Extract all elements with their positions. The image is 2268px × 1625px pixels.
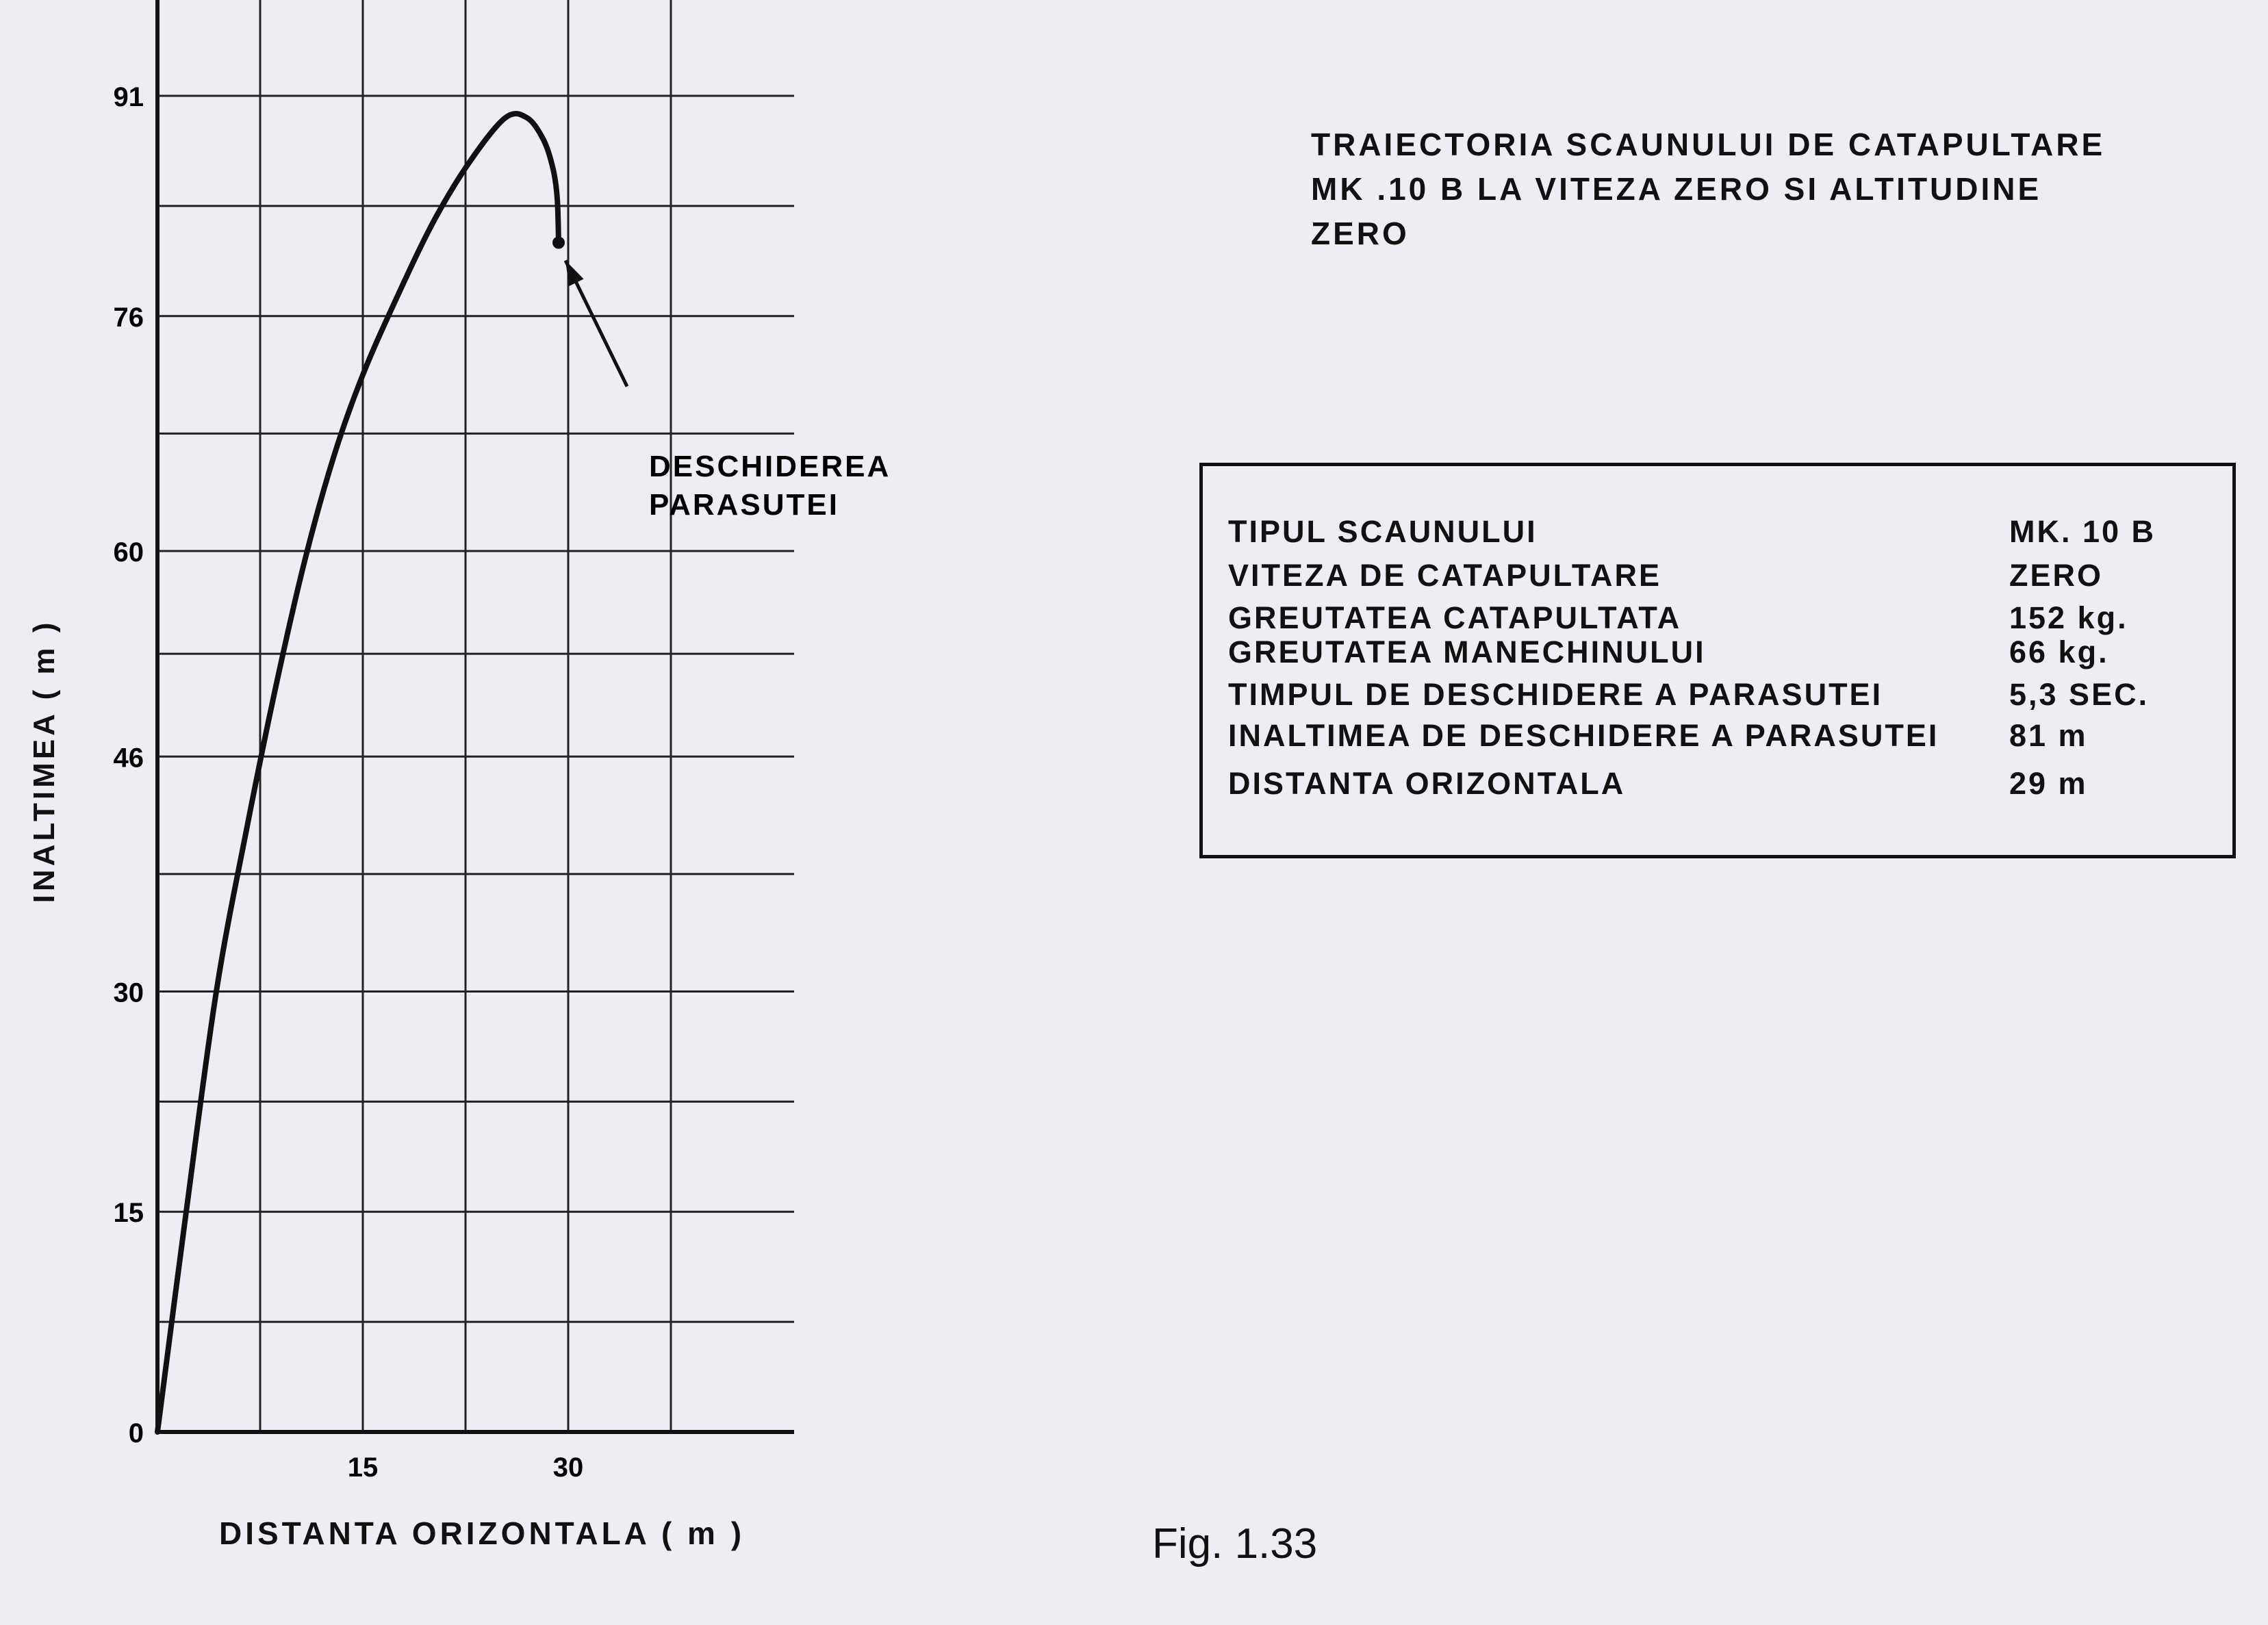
spec-label: VITEZA DE CATAPULTARE xyxy=(1228,558,1661,593)
spec-row xyxy=(1203,766,2232,807)
annotation-text-line-2: PARASUTEI xyxy=(649,488,839,522)
title-line-2: MK .10 B LA VITEZA ZERO SI ALTITUDINE xyxy=(1311,171,2042,207)
spec-row xyxy=(1203,677,2232,718)
spec-value: MK. 10 B xyxy=(2009,514,2156,549)
spec-value: 5,3 SEC. xyxy=(2009,677,2150,712)
y-tick-label: 15 xyxy=(113,1198,144,1229)
annotation-text-line-1: DESCHIDEREA xyxy=(649,450,891,483)
y-tick-label: 76 xyxy=(113,302,144,333)
spec-label: TIPUL SCAUNULUI xyxy=(1228,514,1538,549)
y-tick-label: 0 xyxy=(128,1418,144,1448)
x-axis-label: DISTANTA ORIZONTALA ( m ) xyxy=(219,1515,746,1551)
spec-row xyxy=(1203,558,2232,599)
title-line-3: ZERO xyxy=(1311,216,1410,251)
spec-label: TIMPUL DE DESCHIDERE A PARASUTEI xyxy=(1228,677,1883,712)
y-tick-label: 30 xyxy=(113,977,144,1008)
spec-label: GREUTATEA MANECHINULUI xyxy=(1228,635,1706,669)
spec-label: INALTIMEA DE DESCHIDERE A PARASUTEI xyxy=(1228,718,1939,753)
specification-box xyxy=(1199,463,2236,858)
spec-value: 152 kg. xyxy=(2009,600,2128,635)
spec-row xyxy=(1203,635,2232,676)
spec-row xyxy=(1203,718,2232,759)
title-line-1: TRAIECTORIA SCAUNULUI DE CATAPULTARE xyxy=(1311,127,2106,162)
x-tick-label: 15 xyxy=(347,1453,379,1483)
spec-label: GREUTATEA CATAPULTATA xyxy=(1228,600,1682,635)
spec-value: ZERO xyxy=(2009,558,2104,593)
y-axis-label: INALTIMEA ( m ) xyxy=(27,619,61,904)
spec-value: 81 m xyxy=(2009,718,2088,753)
y-tick-label: 60 xyxy=(113,537,144,567)
trajectory-line xyxy=(157,114,559,1432)
y-tick-label: 91 xyxy=(113,82,144,112)
y-tick-label: 46 xyxy=(113,743,144,773)
spec-value: 29 m xyxy=(2009,766,2088,801)
figure-caption: Fig. 1.33 xyxy=(1152,1520,1318,1568)
parachute-opening-point xyxy=(552,237,565,249)
x-tick-label: 30 xyxy=(552,1453,584,1483)
spec-value: 66 kg. xyxy=(2009,635,2109,669)
spec-label: DISTANTA ORIZONTALA xyxy=(1228,766,1626,801)
spec-row xyxy=(1203,514,2232,555)
